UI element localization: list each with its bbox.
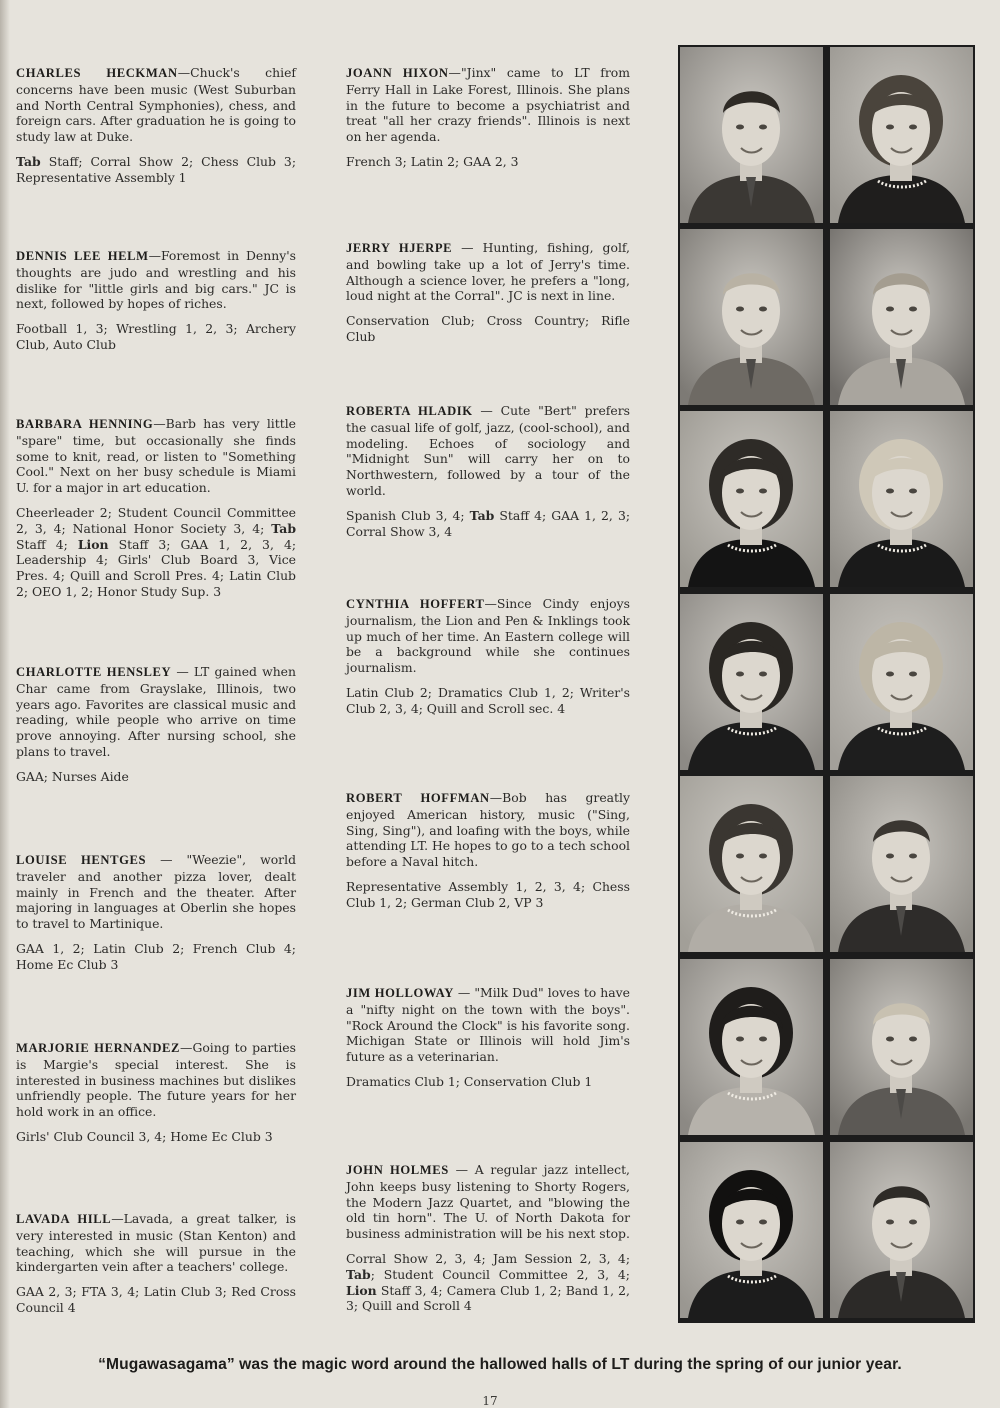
student-entry bbox=[346, 790, 630, 911]
bio-text: —Lavada, a great talker, is very interested in music (Stan Kenton) and teaching, which she will pursue in the kindergarten vein after a teachers' college. bbox=[16, 1211, 296, 1275]
student-activities bbox=[16, 321, 296, 353]
student-entry bbox=[16, 416, 296, 600]
student-portrait bbox=[680, 776, 823, 952]
activities-text: ; Student Council Committee 2, 3, 4; bbox=[370, 1266, 630, 1282]
activities-text: Staff 3; GAA 1, 2, 3, 4; Leadership 4; Girls' Club Board 3, Vice Pres. 4; Quill and Scroll Pres. 4; Latin Club 2; OEO 1, 2; Honor Study Sup. 3 bbox=[16, 536, 297, 599]
bio-text: — LT gained when Char came from Grayslake, Illinois, two years ago. Favorites are classical music and reading, while people who arrive on time prove annoying. After nursing school, she plans to travel. bbox=[16, 664, 296, 759]
student-bio bbox=[16, 65, 296, 145]
student-portrait bbox=[830, 1142, 973, 1318]
student-portrait bbox=[680, 229, 823, 405]
student-name: JERRY HJERPE bbox=[346, 241, 453, 255]
student-entry bbox=[346, 985, 630, 1090]
student-activities bbox=[346, 1251, 630, 1314]
student-name: ROBERTA HLADIK bbox=[346, 404, 473, 418]
student-portrait bbox=[830, 776, 973, 952]
student-bio bbox=[16, 852, 296, 932]
student-activities bbox=[346, 1074, 630, 1090]
page-caption: “Mugawasagama” was the magic word around the hallowed halls of LT during the spring of our junior year. bbox=[98, 1356, 902, 1373]
page-number: 17 bbox=[482, 1394, 498, 1408]
student-bio bbox=[346, 985, 630, 1065]
student-bio bbox=[346, 1162, 630, 1242]
activities-text: French 3; Latin 2; GAA 2, 3 bbox=[346, 153, 519, 169]
student-name: DENNIS LEE HELM bbox=[16, 249, 149, 263]
activities-text: Spanish Club 3, 4; bbox=[346, 507, 470, 523]
activities-text: Cheerleader 2; Student Council Committee 2, 3, 4; National Honor Society 3, 4; bbox=[16, 504, 296, 536]
student-entry bbox=[16, 65, 296, 186]
student-entry bbox=[16, 1211, 296, 1316]
activities-text: Staff 3, 4; Camera Club 1, 2; Band 1, 2, 3; Quill and Scroll 4 bbox=[346, 1282, 630, 1314]
activities-text: Latin Club 2; Dramatics Club 1, 2; Writer's Club 2, 3, 4; Quill and Scroll sec. 4 bbox=[346, 684, 630, 716]
publication-name: Tab bbox=[346, 1266, 371, 1282]
bio-text: — "Milk Dud" loves to have a "nifty night on the town with the boys". "Rock Around the Clock" is his favorite song. Michigan State or Illinois will hold Jim's future as a veterinarian. bbox=[346, 985, 630, 1065]
student-bio bbox=[346, 403, 630, 499]
bio-text: — "Weezie", world traveler and another pizza lover, dealt mainly in French and the theater. After majoring in languages at Oberlin she hopes to travel to Martinique. bbox=[16, 852, 296, 932]
student-activities bbox=[16, 941, 296, 973]
student-bio bbox=[346, 240, 630, 304]
student-portrait bbox=[680, 594, 823, 770]
bio-text: —Bob has greatly enjoyed American history, music ("Sing, Sing, Sing"), and loafing with the boys, while attending LT. He hopes to go to a tech school before a Naval hitch. bbox=[346, 790, 630, 870]
student-activities bbox=[346, 685, 630, 717]
student-activities bbox=[16, 154, 296, 186]
student-activities bbox=[346, 879, 630, 911]
student-portrait bbox=[830, 47, 973, 223]
student-entry bbox=[346, 240, 630, 345]
student-bio bbox=[16, 1211, 296, 1275]
student-entry bbox=[346, 596, 630, 717]
activities-text: Staff; Corral Show 2; Chess Club 3; Representative Assembly 1 bbox=[16, 153, 296, 185]
bio-text: — A regular jazz intellect, John keeps busy listening to Shorty Rogers, the Modern Jazz Quartet, and "blowing the old tin horn". The U. of North Dakota for business administration will be his next stop. bbox=[346, 1162, 630, 1242]
student-portrait bbox=[830, 594, 973, 770]
student-portrait bbox=[680, 959, 823, 1135]
bio-text: —Barb has very little "spare" time, but occasionally she finds some to knit, read, or listen to "Something Cool." Next on her busy schedule is Miami U. for a major in art education. bbox=[16, 416, 296, 496]
student-name: LAVADA HILL bbox=[16, 1212, 112, 1226]
publication-name: Tab bbox=[469, 507, 495, 523]
publication-name: Tab bbox=[271, 520, 296, 536]
bio-text: — Hunting, fishing, golf, and bowling take up a lot of Jerry's time. Although a science lover, he prefers a "long, loud night at the Corral". JC is next in line. bbox=[346, 240, 630, 304]
student-entry bbox=[346, 65, 630, 170]
student-portrait bbox=[830, 229, 973, 405]
student-name: MARJORIE HERNANDEZ bbox=[16, 1041, 181, 1055]
student-entry bbox=[346, 1162, 630, 1314]
publication-name: Lion bbox=[77, 536, 109, 552]
student-bio bbox=[346, 65, 630, 145]
activities-text: Staff 4; bbox=[16, 536, 78, 552]
bio-text: — Cute "Bert" prefers the casual life of golf, jazz, (cool-school), and modeling. Echoes of sociology and "Midnight Sun" will carry her on to Northwestern, followed by a tour of the world. bbox=[346, 403, 631, 498]
bio-text: —Going to parties is Margie's special interest. She is interested in business machines but dislikes unfriendly people. The future years for her hold work in an office. bbox=[16, 1040, 296, 1120]
student-bio bbox=[16, 1040, 296, 1120]
activities-text: Representative Assembly 1, 2, 3, 4; Chess Club 1, 2; German Club 2, VP 3 bbox=[346, 878, 630, 910]
student-entry bbox=[16, 1040, 296, 1145]
student-name: BARBARA HENNING bbox=[16, 417, 154, 431]
student-entry bbox=[16, 248, 296, 353]
bio-text: —Since Cindy enjoys journalism, the Lion and Pen & Inklings took up much of her time. An Eastern college will be a background while she continues journalism. bbox=[346, 596, 630, 676]
student-portrait bbox=[680, 411, 823, 587]
student-activities bbox=[346, 313, 630, 345]
activities-text: Conservation Club; Cross Country; Rifle Club bbox=[346, 313, 630, 344]
activities-text: Staff 4; GAA 1, 2, 3; Corral Show 3, 4 bbox=[346, 507, 630, 539]
activities-text: Corral Show 2, 3, 4; Jam Session 2, 3, 4; bbox=[346, 1250, 630, 1266]
student-portrait bbox=[830, 959, 973, 1135]
student-name: JOHN HOLMES bbox=[346, 1163, 449, 1177]
student-activities bbox=[16, 1129, 296, 1145]
student-name: JIM HOLLOWAY bbox=[346, 986, 454, 1000]
activities-text: Dramatics Club 1; Conservation Club 1 bbox=[346, 1073, 593, 1089]
bio-text: —Foremost in Denny's thoughts are judo and wrestling and his dislike for "little girls and big cars." JC is next, followed by hopes of riches. bbox=[16, 248, 296, 312]
bio-text: —Chuck's chief concerns have been music (West Suburban and North Central Symphonies), chess, and foreign cars. After graduation he is going to study law at Duke. bbox=[16, 65, 296, 145]
student-name: LOUISE HENTGES bbox=[16, 853, 147, 867]
activities-text: GAA 1, 2; Latin Club 2; French Club 4; Home Ec Club 3 bbox=[16, 940, 296, 972]
student-activities bbox=[346, 154, 630, 170]
student-entry bbox=[16, 664, 296, 785]
student-name: CHARLES HECKMAN bbox=[16, 66, 178, 80]
publication-name: Tab bbox=[16, 153, 41, 169]
student-bio bbox=[16, 416, 296, 496]
student-name: CHARLOTTE HENSLEY bbox=[16, 665, 172, 679]
page-binding-shadow bbox=[0, 0, 10, 1408]
student-name: CYNTHIA HOFFERT bbox=[346, 597, 485, 611]
student-portrait bbox=[680, 1142, 823, 1318]
student-name: JOANN HIXON bbox=[346, 66, 449, 80]
student-entry bbox=[346, 403, 630, 539]
activities-text: Football 1, 3; Wrestling 1, 2, 3; Archery Club, Auto Club bbox=[16, 321, 296, 352]
student-bio bbox=[16, 248, 296, 312]
activities-text: Girls' Club Council 3, 4; Home Ec Club 3 bbox=[16, 1128, 273, 1144]
student-bio bbox=[346, 596, 630, 676]
student-activities bbox=[16, 505, 296, 600]
student-name: ROBERT HOFFMAN bbox=[346, 791, 490, 805]
bio-text: —"Jinx" came to LT from Ferry Hall in Lake Forest, Illinois. She plans in the future to become a psychiatrist and treat "all her crazy friends". Illinois is next on her agenda. bbox=[346, 65, 630, 145]
student-activities bbox=[16, 1284, 296, 1316]
student-bio bbox=[16, 664, 296, 760]
student-portrait bbox=[680, 47, 823, 223]
activities-text: GAA 2, 3; FTA 3, 4; Latin Club 3; Red Cross Council 4 bbox=[16, 1284, 296, 1315]
student-activities bbox=[346, 508, 630, 540]
portrait-grid bbox=[678, 45, 975, 1323]
student-portrait bbox=[830, 411, 973, 587]
publication-name: Lion bbox=[346, 1282, 377, 1298]
student-entry bbox=[16, 852, 296, 973]
activities-text: GAA; Nurses Aide bbox=[16, 768, 129, 784]
student-bio bbox=[346, 790, 630, 870]
student-activities bbox=[16, 769, 296, 785]
